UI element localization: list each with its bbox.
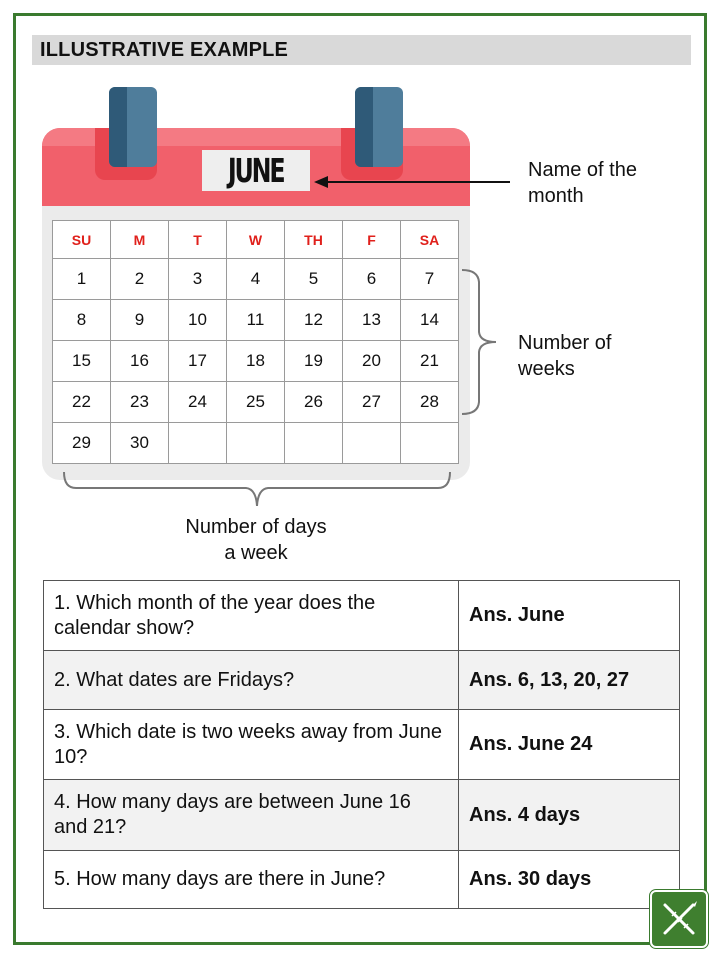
answer-text: Ans. 6, 13, 20, 27: [459, 651, 680, 710]
answer-text: Ans. June: [459, 581, 680, 651]
calendar-day: 23: [111, 382, 169, 423]
calendar-day: [285, 423, 343, 464]
days-annotation: [150, 514, 362, 566]
question-text: 5. How many days are there in June?: [44, 851, 459, 909]
question-row: [44, 851, 680, 909]
calendar-day: 27: [343, 382, 401, 423]
weekday-header: M: [111, 221, 169, 259]
annotation-text: Name of the: [528, 159, 637, 181]
calendar-day: [343, 423, 401, 464]
question-row: [44, 651, 680, 710]
calendar-day: 10: [169, 300, 227, 341]
calendar-day: 8: [53, 300, 111, 341]
calendar-week-row: [53, 382, 459, 423]
month-label-box: [202, 150, 310, 191]
calendar-day: 16: [111, 341, 169, 382]
calendar-day: [169, 423, 227, 464]
calendar-day: 7: [401, 259, 459, 300]
annotation-text: Number of days: [185, 516, 327, 538]
binder-ring-right-icon: [355, 87, 403, 167]
calendar-day: 3: [169, 259, 227, 300]
binder-ring-left-icon: [109, 87, 157, 167]
question-row: [44, 710, 680, 780]
annotation-text: month: [528, 185, 584, 207]
weekday-header-row: [53, 221, 459, 259]
calendar-day: 20: [343, 341, 401, 382]
calendar-day: 30: [111, 423, 169, 464]
weeks-annotation: [518, 330, 611, 382]
weekday-header: SU: [53, 221, 111, 259]
answer-text: Ans. June 24: [459, 710, 680, 780]
calendar-week-row: [53, 259, 459, 300]
calendar-day: 24: [169, 382, 227, 423]
answer-text: Ans. 4 days: [459, 780, 680, 851]
calendar-day: [401, 423, 459, 464]
question-text: 3. Which date is two weeks away from June 10?: [44, 710, 459, 780]
calendar-day: 21: [401, 341, 459, 382]
calendar-day: 17: [169, 341, 227, 382]
calendar-day: 29: [53, 423, 111, 464]
annotation-text: weeks: [518, 358, 575, 380]
weekday-header: T: [169, 221, 227, 259]
calendar-day: 12: [285, 300, 343, 341]
calendar-day: 15: [53, 341, 111, 382]
month-label: JUNE: [228, 151, 284, 190]
weekday-header: W: [227, 221, 285, 259]
section-title: ILLUSTRATIVE EXAMPLE: [32, 35, 691, 65]
calendar-day: 26: [285, 382, 343, 423]
calendar-grid: [52, 220, 459, 464]
month-name-annotation: [528, 157, 637, 209]
calendar-week-row: [53, 300, 459, 341]
calendar-day: 1: [53, 259, 111, 300]
calendar-day: 25: [227, 382, 285, 423]
calendar-day: 4: [227, 259, 285, 300]
calendar-day: 14: [401, 300, 459, 341]
calendar-week-row: [53, 341, 459, 382]
calendar-day: 18: [227, 341, 285, 382]
question-text: 2. What dates are Fridays?: [44, 651, 459, 710]
question-text: 4. How many days are between June 16 and 21?: [44, 780, 459, 851]
calendar-day: 28: [401, 382, 459, 423]
weekday-header: F: [343, 221, 401, 259]
weekday-header: TH: [285, 221, 343, 259]
calendar-day: 5: [285, 259, 343, 300]
calendar-day: 11: [227, 300, 285, 341]
questions-table: [43, 580, 680, 909]
calendar-week-row: [53, 423, 459, 464]
calendar-day: 19: [285, 341, 343, 382]
answer-text: Ans. 30 days: [459, 851, 680, 909]
calendar-day: [227, 423, 285, 464]
pencil-ruler-icon: [650, 890, 708, 948]
question-row: [44, 780, 680, 851]
annotation-text: Number of: [518, 332, 612, 354]
calendar-day: 2: [111, 259, 169, 300]
calendar-day: 6: [343, 259, 401, 300]
question-row: [44, 581, 680, 651]
annotation-text: a week: [224, 542, 288, 564]
calendar-day: 13: [343, 300, 401, 341]
calendar-day: 9: [111, 300, 169, 341]
weekday-header: SA: [401, 221, 459, 259]
calendar-day: 22: [53, 382, 111, 423]
question-text: 1. Which month of the year does the calendar show?: [44, 581, 459, 651]
